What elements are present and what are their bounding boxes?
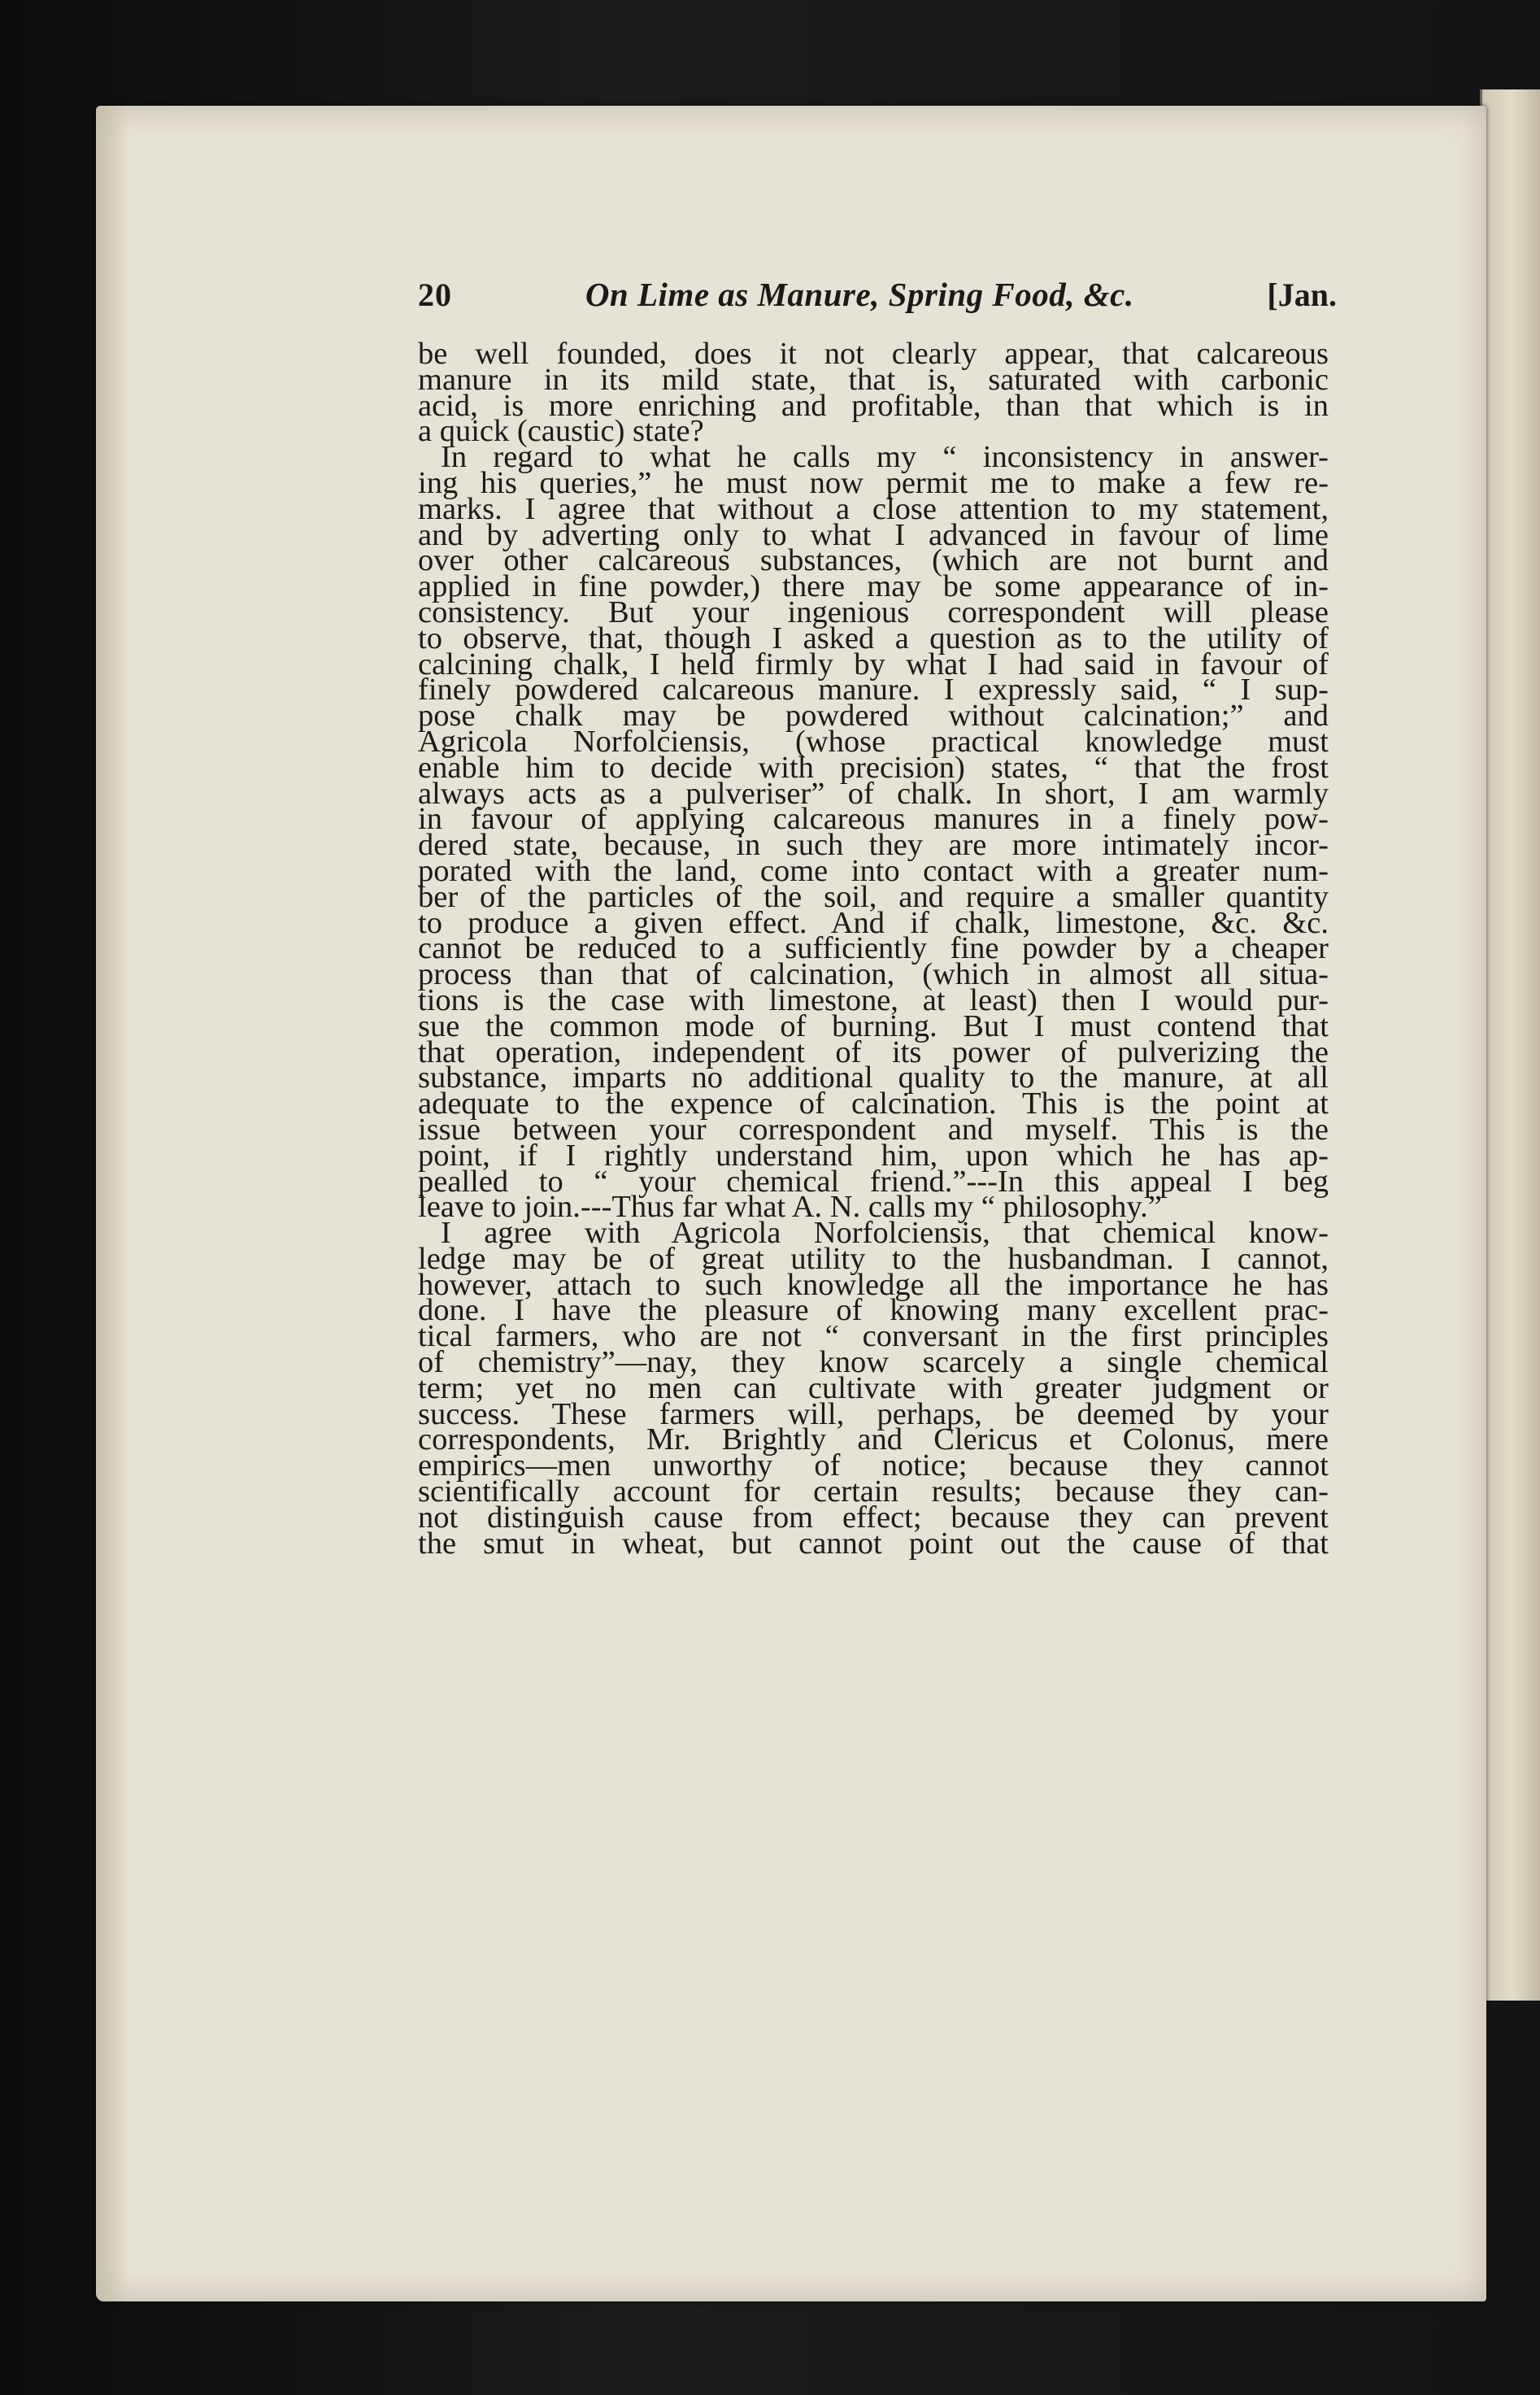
text-line: always acts as a pulveriser” of chalk. In short, I am warmly — [418, 776, 1329, 811]
text-line: tions is the case with limestone, at least) then I would pur- — [418, 982, 1329, 1017]
text-line: calcining chalk, I held firmly by what I had said in favour of — [418, 647, 1329, 681]
text-line: marks. I agree that without a close attention to my statement, — [418, 491, 1329, 526]
text-line: finely powdered calcareous manure. I expressly said, “ I sup- — [418, 673, 1329, 708]
text-line: consistency. But your ingenious correspondent will please — [418, 594, 1329, 629]
text-line: over other calcareous substances, (which are not burnt and — [418, 543, 1329, 578]
text-line: success. These farmers will, perhaps, be deemed by your — [418, 1396, 1329, 1431]
text-line: dered state, because, in such they are more intimately incor- — [418, 828, 1329, 863]
text-line: point, if I rightly understand him, upon which he has ap- — [418, 1138, 1329, 1173]
text-line: applied in fine powder,) there may be some appearance of in- — [418, 569, 1329, 604]
text-line: to observe, that, though I asked a question as to the utility of — [418, 621, 1329, 655]
text-line: Agricola Norfolciensis, (whose practical knowledge must — [418, 724, 1329, 759]
text-line: pose chalk may be powdered without calcination;” and — [418, 699, 1329, 734]
text-line: empirics—men unworthy of notice; because they cannot — [418, 1448, 1329, 1483]
text-line: manure in its mild state, that is, saturated with carbonic — [418, 362, 1329, 397]
text-line: ing his queries,” he must now permit me to make a few re- — [418, 465, 1329, 500]
text-line: ledge may be of great utility to the husbandman. I cannot, — [418, 1241, 1329, 1276]
text-line: term; yet no men can cultivate with greater judgment or — [418, 1370, 1329, 1405]
text-line: adequate to the expence of calcination. This is the point at — [418, 1086, 1329, 1121]
text-line: of chemistry”—nay, they know scarcely a single chemical — [418, 1345, 1329, 1380]
text-line: not distinguish cause from effect; because they can prevent — [418, 1500, 1329, 1535]
text-line: substance, imparts no additional quality to the manure, at all — [418, 1060, 1329, 1095]
text-line: issue between your correspondent and myself. This is the — [418, 1112, 1329, 1147]
text-line: to produce a given effect. And if chalk, limestone, &c. &c. — [418, 905, 1329, 940]
text-line: ber of the particles of the soil, and require a smaller quantity — [418, 879, 1329, 914]
text-line: scientifically account for certain results; because they can- — [418, 1474, 1329, 1509]
text-line: be well founded, does it not clearly appear, that calcareous — [418, 337, 1329, 371]
text-line: process than that of calcination, (which in almost all situa- — [418, 957, 1329, 992]
running-head — [418, 275, 1337, 324]
running-date: [Jan. — [1267, 277, 1337, 313]
text-line: a quick (caustic) state? — [418, 414, 704, 449]
text-line: In regard to what he calls my “ inconsistency in answer- — [441, 440, 1329, 475]
text-line: porated with the land, come into contact with a greater num- — [418, 853, 1329, 888]
text-line: cannot be reduced to a sufficiently fine powder by a cheaper — [418, 931, 1329, 966]
body-text — [418, 337, 1329, 1561]
text-line: I agree with Agricola Norfolciensis, that chemical know- — [441, 1216, 1329, 1251]
text-line: pealled to “ your chemical friend.”---In this appeal I beg — [418, 1164, 1329, 1199]
text-line: enable him to decide with precision) states, “ that the frost — [418, 750, 1329, 785]
text-line: that operation, independent of its power of pulverizing the — [418, 1034, 1329, 1069]
text-line: the smut in wheat, but cannot point out the cause of that — [418, 1526, 1329, 1561]
text-line: however, attach to such knowledge all the importance he has — [418, 1267, 1329, 1302]
text-line: in favour of applying calcareous manures in a finely pow- — [418, 802, 1329, 837]
running-title: On Lime as Manure, Spring Food, &c. — [585, 276, 1134, 313]
adjacent-page-edge — [1480, 89, 1540, 2001]
text-line: tical farmers, who are not “ conversant in the first principles — [418, 1319, 1329, 1354]
page-number: 20 — [418, 277, 452, 313]
text-line: done. I have the pleasure of knowing many excellent prac- — [418, 1293, 1329, 1328]
text-line: and by adverting only to what I advanced in favour of lime — [418, 517, 1329, 552]
text-line: acid, is more enriching and profitable, than that which is in — [418, 388, 1329, 423]
text-line: sue the common mode of burning. But I must contend that — [418, 1008, 1329, 1043]
text-line: leave to join.---Thus far what A. N. calls my “ philosophy.” — [418, 1190, 1162, 1225]
text-line: correspondents, Mr. Brightly and Clericus et Colonus, mere — [418, 1422, 1329, 1457]
